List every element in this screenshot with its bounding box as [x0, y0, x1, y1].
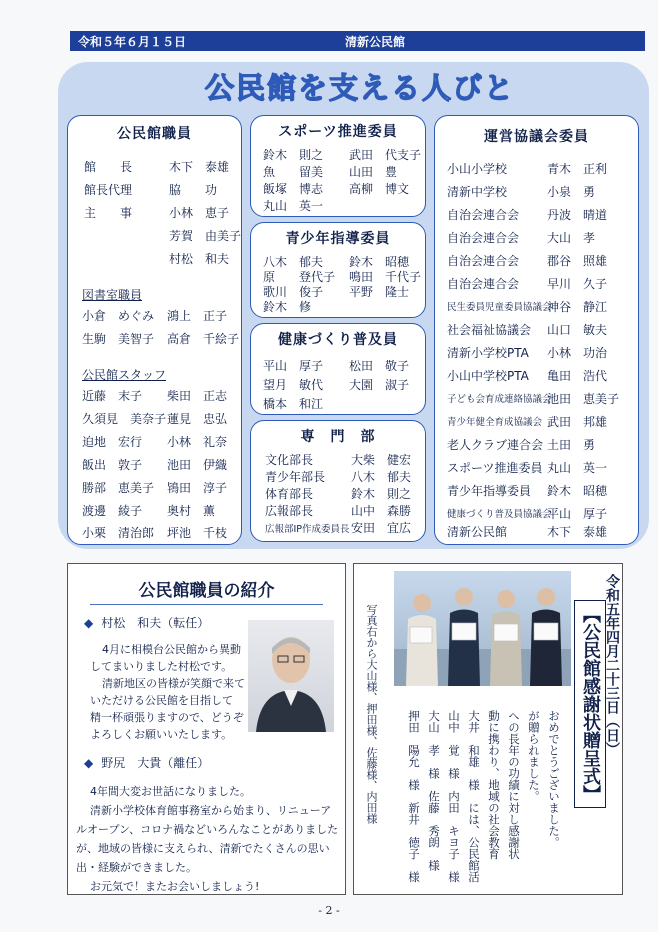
intro-paragraph-2	[76, 782, 338, 896]
council-member: 小泉 勇	[547, 185, 596, 199]
page-title: 公民館を支える人びと	[204, 71, 515, 105]
staff-name: 脇 功	[169, 183, 218, 197]
council-org: 社会福祉協議会	[447, 323, 532, 337]
council-member: 小林 功治	[547, 346, 608, 360]
section-role: 体育部長	[265, 487, 314, 501]
issue-date: 令和５年６月１５日	[78, 34, 187, 49]
text-line: 山中 覚 様 内田 キヨ子 様	[447, 710, 461, 883]
page-number: - 2 -	[318, 904, 340, 917]
council-member: 丹波 晴道	[547, 208, 608, 222]
staff-member: 近藤 末子	[82, 389, 143, 403]
text-line: 大井 和雄 様 には、公民館活	[467, 710, 481, 883]
staff-member: 奥村 薫	[167, 504, 216, 518]
sports-member: 鈴木 則之	[263, 148, 324, 162]
health-member: 平山 厚子	[263, 359, 324, 373]
intro-paragraph-1	[90, 641, 245, 743]
staff-member: 鴇田 淳子	[167, 481, 228, 495]
section-role: 文化部長	[265, 453, 314, 467]
council-member: 土田 勇	[547, 438, 596, 452]
staff-member: 渡邊 綾子	[82, 504, 143, 518]
staff-box	[67, 115, 242, 545]
staff-member: 久須見 美奈子	[82, 412, 167, 426]
council-org: 小山中学校PTA	[447, 369, 529, 383]
section-role: 広報部IP作成委員長	[265, 524, 350, 535]
sports-member: 武田 代支子	[349, 148, 422, 162]
text-line: お元気で！またお会いしましょう!	[90, 880, 260, 893]
diamond-bullet-icon: ◆	[84, 756, 94, 770]
council-org: 青少年指導委員	[447, 484, 532, 498]
council-org: 青少年健全育成協議会	[447, 417, 543, 428]
council-org: 自治会連合会	[447, 277, 520, 291]
staff-member: 勝部 恵美子	[82, 481, 155, 495]
text-line: 4年間大変お世話になりました。	[90, 785, 251, 798]
award-photo	[394, 571, 571, 686]
youth-member: 八木 郁夫	[263, 255, 324, 269]
council-org: 健康づくり普及員協議会	[447, 509, 552, 520]
health-member: 松田 敬子	[349, 359, 410, 373]
section-role: 広報部長	[265, 504, 314, 518]
text-line: ルオープン、コロナ禍などいろんなことがありました	[76, 823, 339, 836]
section-member: 大柴 健宏	[351, 453, 412, 467]
award-text	[404, 692, 564, 892]
council-member: 亀田 浩代	[547, 369, 608, 383]
org-name: 清新公民館	[345, 34, 406, 49]
staff-member: 坪池 千枝	[167, 526, 228, 540]
section-box	[250, 420, 426, 542]
section-member: 安田 宜広	[351, 521, 412, 535]
council-member: 木下 泰雄	[547, 525, 608, 539]
library-staff: 鴻上 正子	[167, 309, 228, 323]
youth-member: 平野 隆士	[349, 285, 410, 299]
staff-member: 迫地 宏行	[82, 435, 143, 449]
council-box	[434, 115, 639, 545]
text-line: 精一杯頑張りますので、どうぞ	[90, 711, 244, 724]
text-line: いただける公民館を目指して	[90, 694, 233, 707]
person-name: 野尻 大貴（離任）	[101, 756, 210, 770]
staff-role: 主 事	[84, 206, 133, 220]
youth-member: 鳴田 千代子	[349, 270, 422, 284]
council-org: 自治会連合会	[447, 254, 520, 268]
youth-member: 歌川 俊子	[263, 285, 324, 299]
award-panel	[353, 563, 623, 895]
council-member: 青木 正利	[547, 162, 608, 176]
staff-name: 木下 泰雄	[169, 160, 230, 174]
council-org: 自治会連合会	[447, 208, 520, 222]
staff-member: 飯出 敦子	[82, 458, 143, 472]
council-box-title: 運営協議会委員	[484, 129, 589, 145]
text-line: 4月に相模台公民館から異動	[102, 643, 241, 656]
text-line: が贈られました。	[527, 710, 541, 802]
library-staff: 小倉 めぐみ	[82, 309, 155, 323]
staff-role: 館長代理	[84, 183, 133, 197]
text-line: 清新地区の皆様が笑顔で来て	[102, 677, 245, 690]
council-org: 清新公民館	[447, 525, 508, 539]
section-member: 鈴木 則之	[351, 487, 412, 501]
staff-role: 館 長	[84, 160, 133, 174]
youth-member: 鈴木 修	[263, 300, 312, 314]
youth-member: 原 登代子	[263, 270, 336, 284]
council-member: 武田 邦雄	[547, 415, 608, 429]
health-box	[250, 323, 426, 415]
staff-name: 小林 恵子	[169, 206, 230, 220]
section-role: 青少年部長	[265, 470, 326, 484]
staff-member: 池田 伊織	[167, 458, 228, 472]
council-org: 民生委員児童委員協議会	[447, 302, 552, 313]
sports-member: 高柳 博文	[349, 182, 410, 196]
staff-member: 柴田 正志	[167, 389, 228, 403]
youth-member: 鈴木 昭穂	[349, 255, 410, 269]
library-heading: 図書室職員	[82, 288, 143, 302]
council-member: 早川 久子	[547, 277, 608, 291]
staff-box-title: 公民館職員	[117, 126, 192, 142]
header-bar	[70, 31, 645, 51]
staff-member: 蓮見 忠弘	[167, 412, 228, 426]
library-staff: 高倉 千絵子	[167, 332, 240, 346]
section-member: 山中 森勝	[351, 504, 412, 518]
text-line: への長年の功績に対し感謝状	[507, 710, 521, 860]
portrait-figure-icon	[248, 620, 334, 732]
staff-name: 村松 和夫	[169, 252, 230, 266]
council-org: 清新小学校PTA	[447, 346, 529, 360]
council-org: スポーツ推進委員	[447, 461, 543, 475]
staff-heading: 公民館スタッフ	[82, 368, 167, 382]
text-line: が、地域の皆様に支えられ、清新でたくさんの思い	[76, 842, 330, 855]
council-member: 丸山 英一	[547, 461, 608, 475]
section-box-title: 専 門 部	[300, 429, 376, 445]
council-member: 山口 敏夫	[547, 323, 608, 337]
award-title: 【公民館感謝状贈呈式】	[574, 600, 606, 808]
award-date: 令和五年四月二十三日（日）	[604, 574, 620, 756]
council-member: 池田 恵美子	[547, 392, 620, 406]
sports-member: 飯塚 博志	[263, 182, 324, 196]
text-line: おめでとうございました。	[547, 710, 561, 848]
sports-box	[250, 115, 426, 217]
council-member: 鈴木 昭穂	[547, 484, 608, 498]
health-member: 大園 淑子	[349, 378, 410, 392]
photo-caption: 写真右から大山様、押田様、佐藤様、内田様	[365, 604, 378, 824]
section-member: 八木 郁夫	[351, 470, 412, 484]
council-org: 老人クラブ連合会	[447, 438, 544, 452]
person-name: 村松 和夫（転任）	[101, 616, 210, 630]
council-member: 大山 孝	[547, 231, 596, 245]
health-member: 望月 敏代	[263, 378, 324, 392]
youth-box-title: 青少年指導委員	[285, 231, 391, 247]
text-line: してまいりました村松です。	[90, 660, 233, 673]
council-member: 神谷 静江	[547, 300, 608, 314]
council-org: 自治会連合会	[447, 231, 520, 245]
staff-name: 芳賀 由美子	[169, 229, 242, 243]
staff-intro-panel	[67, 563, 346, 895]
library-staff: 生駒 美智子	[82, 332, 155, 346]
text-line: 清新小学校体育館事務室から始まり、リニューア	[90, 804, 332, 817]
sports-member: 魚 留美	[263, 165, 324, 179]
text-line: 動に携わり、地域の社会教育	[487, 710, 501, 860]
person-muramatsu	[84, 614, 209, 631]
person-nojiri	[84, 754, 209, 771]
council-member: 郡谷 照雄	[547, 254, 608, 268]
sports-member: 丸山 英一	[263, 199, 324, 213]
staff-member: 小林 礼奈	[167, 435, 228, 449]
text-line: よろしくお願いいたします。	[90, 728, 233, 741]
council-org: 小山小学校	[447, 162, 508, 176]
sports-member: 山田 豊	[349, 165, 398, 179]
sports-box-title: スポーツ推進委員	[278, 124, 398, 140]
text-line: 大山 孝 様 佐藤 秀朗 様	[427, 710, 441, 871]
health-box-title: 健康づくり普及員	[278, 332, 398, 348]
text-line: 押田 陽允 様 新井 徳子 様	[407, 710, 421, 883]
portrait-photo	[248, 620, 334, 732]
council-member: 平山 厚子	[547, 507, 608, 521]
council-org: 清新中学校	[447, 185, 508, 199]
health-member: 橋本 和江	[263, 397, 324, 411]
diamond-bullet-icon: ◆	[84, 616, 94, 630]
award-photo-people-icon	[394, 571, 571, 686]
text-line: 出・経験ができました。	[76, 861, 197, 874]
staff-member: 小栗 清治郎	[82, 526, 155, 540]
council-org: 子ども会育成連絡協議会	[447, 394, 552, 405]
intro-title: 公民館職員の紹介	[138, 581, 275, 601]
intro-title-underline	[90, 604, 323, 605]
youth-box	[250, 222, 426, 318]
